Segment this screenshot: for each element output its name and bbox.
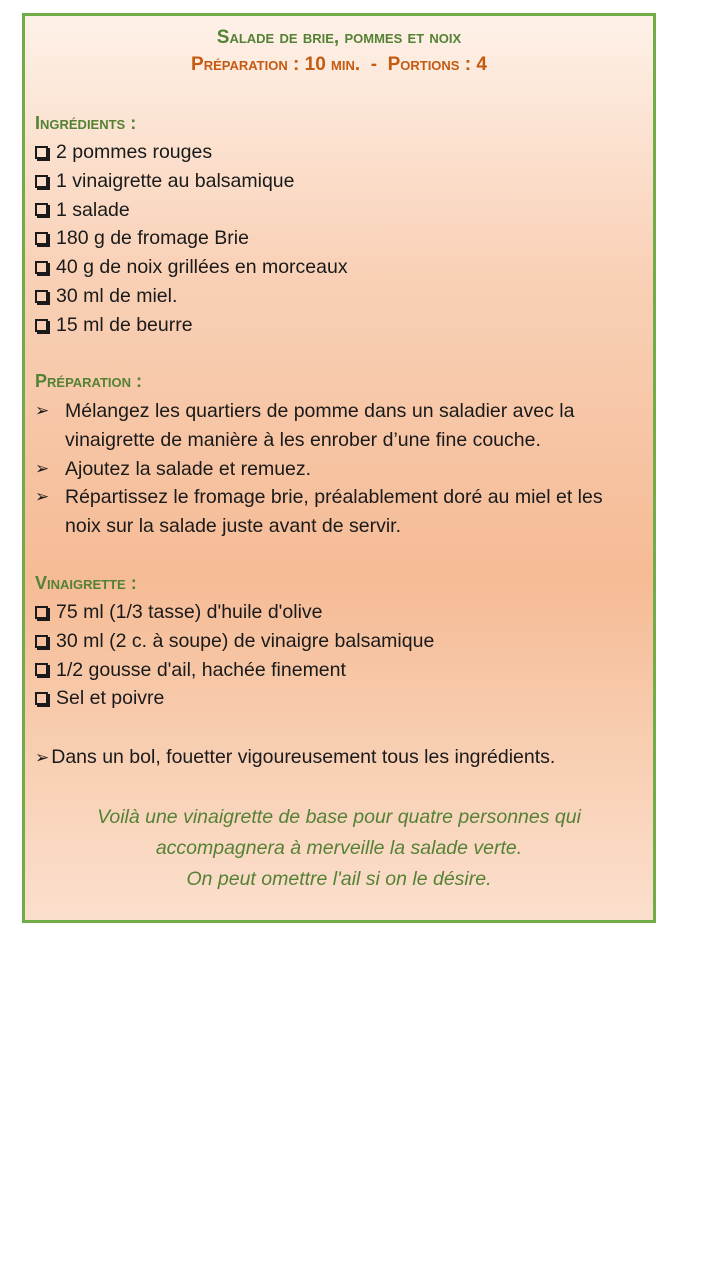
ingredients-heading: Ingrédients : [35,113,137,133]
list-item [35,224,348,253]
recipe-card [22,13,656,923]
checkbox-icon [35,175,48,188]
checkbox-icon [35,606,48,619]
vinaigrette-text: 75 ml (1/3 tasse) d'huile d'olive [56,601,323,623]
step-text: Répartissez le fromage brie, préalablement doré au miel et les noix sur la salade juste avant de servir. [65,486,603,538]
arrow-bullet-icon: ➢ [35,458,50,478]
list-item [35,253,348,282]
step-item [35,483,640,541]
step-text: Ajoutez la salade et remuez. [65,457,312,480]
arrow-bullet-icon: ➢ [35,748,50,767]
list-item [35,598,434,627]
ingredient-text: 1 salade [56,198,130,221]
ingredient-text: 180 g de fromage Brie [56,227,249,250]
list-item [35,196,348,225]
preparation-steps [35,397,640,541]
arrow-bullet-icon: ➢ [35,401,50,420]
ingredient-text: 1 vinaigrette au balsamique [56,169,295,192]
list-item [35,282,348,311]
note-line: accompagnera à merveille la salade verte. [155,837,523,859]
arrow-bullet-icon: ➢ [35,487,50,507]
vinaigrette-list [35,598,434,713]
preparation-heading: Préparation : [35,371,143,391]
vinaigrette-text: Sel et poivre [56,687,165,710]
checkbox-icon [35,663,48,676]
checkbox-icon [35,146,48,159]
recipe-title: Salade de brie, pommes et noix [216,27,462,48]
list-item [35,138,348,167]
checkbox-icon [35,261,48,274]
recipe-subtitle: Préparation : 10 min. - Portions : 4 [191,54,487,75]
vinaigrette-step-text: Dans un bol, fouetter vigoureusement tous les ingrédients. [51,746,556,768]
vinaigrette-text: 1/2 gousse d'ail, hachée finement [56,658,346,681]
vinaigrette-step [35,743,555,773]
list-item [35,167,348,196]
note-line: On peut omettre l'ail si on le désire. [186,868,492,890]
checkbox-icon [35,290,48,303]
list-item [35,311,348,340]
list-item [35,627,434,656]
step-text: Mélangez les quartiers de pomme dans un saladier avec la vinaigrette de manière à les enrober d’une fine couche. [65,400,575,451]
list-item [35,684,434,713]
recipe-note [25,802,653,895]
ingredient-text: 15 ml de beurre [56,313,193,336]
ingredients-list [35,138,348,340]
checkbox-icon [35,232,48,245]
checkbox-icon [35,635,48,648]
ingredient-text: 2 pommes rouges [56,141,213,163]
step-item [35,455,640,484]
note-line: Voilà une vinaigrette de base pour quatre personnes qui [97,806,581,828]
ingredient-text: 30 ml de miel. [56,284,178,307]
vinaigrette-heading: Vinaigrette : [35,573,137,593]
list-item [35,656,434,685]
checkbox-icon [35,203,48,216]
ingredient-text: 40 g de noix grillées en morceaux [56,256,348,279]
checkbox-icon [35,692,48,705]
vinaigrette-text: 30 ml (2 c. à soupe) de vinaigre balsamique [56,629,435,652]
step-item [35,397,640,455]
checkbox-icon [35,319,48,332]
